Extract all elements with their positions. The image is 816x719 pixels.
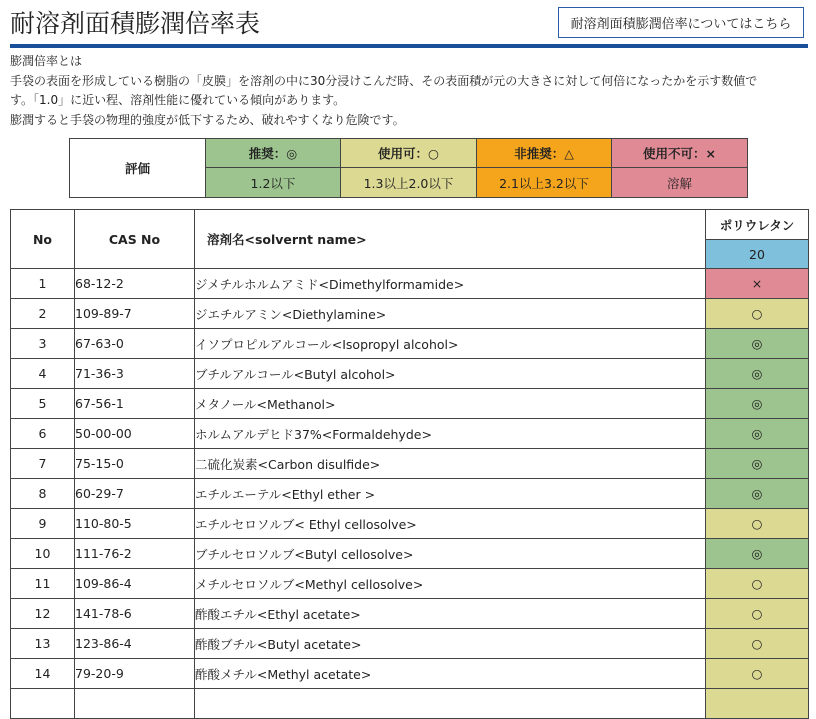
row-solvent-name: イソプロピルアルコール<Isopropyl alcohol> [195,329,706,359]
description [10,52,810,130]
legend-usable-range: 1.3以上2.0以下 [341,168,477,198]
table-row [11,689,809,719]
table-row [11,299,809,329]
rating-legend [69,138,748,198]
table-row [11,389,809,419]
column-header-no: No [11,210,75,269]
row-solvent-name [195,689,706,719]
row-no [11,689,75,719]
table-row [11,569,809,599]
row-cas-number: 50-00-00 [75,419,195,449]
table-row [11,509,809,539]
row-rating: ○ [706,509,809,539]
row-cas-number: 67-56-1 [75,389,195,419]
row-cas-number: 75-15-0 [75,449,195,479]
row-rating: ◎ [706,359,809,389]
row-no: 1 [11,269,75,299]
row-no: 11 [11,569,75,599]
legend-label: 評価 [70,139,206,198]
description-text: す。「1.0」に近い程、溶剤性能に優れている傾向があります。 [10,93,346,107]
table-row [11,629,809,659]
legend-recommended-range: 1.2以下 [206,168,341,198]
table-row [11,659,809,689]
row-rating: ◎ [706,449,809,479]
row-rating: ◎ [706,539,809,569]
row-no: 8 [11,479,75,509]
row-rating: ◎ [706,329,809,359]
legend-usable-title: 使用可：○ [341,139,477,168]
swelling-info-link[interactable]: 耐溶剤面積膨潤倍率についてはこちら [558,7,804,38]
row-cas-number: 110-80-5 [75,509,195,539]
row-no: 10 [11,539,75,569]
row-solvent-name: ジメチルホルムアミド<Dimethylformamide> [195,269,706,299]
legend-unusable-range: 溶解 [612,168,748,198]
row-solvent-name: 酢酸ブチル<Butyl acetate> [195,629,706,659]
row-no: 6 [11,419,75,449]
row-rating: ○ [706,299,809,329]
row-cas-number: 141-78-6 [75,599,195,629]
row-rating: × [706,269,809,299]
row-solvent-name: メチルセロソルブ<Methyl cellosolve> [195,569,706,599]
row-rating: ◎ [706,419,809,449]
row-cas-number: 71-36-3 [75,359,195,389]
table-row [11,479,809,509]
row-cas-number: 109-89-7 [75,299,195,329]
row-rating: ○ [706,629,809,659]
swelling-table [10,209,809,719]
row-solvent-name: ジエチルアミン<Diethylamine> [195,299,706,329]
row-no: 13 [11,629,75,659]
row-cas-number: 123-86-4 [75,629,195,659]
row-solvent-name: ブチルアルコール<Butyl alcohol> [195,359,706,389]
row-solvent-name: エチルエーテル<Ethyl ether > [195,479,706,509]
row-rating: ○ [706,659,809,689]
material-code: 20 [706,240,809,269]
table-row [11,329,809,359]
row-rating [706,689,809,719]
row-solvent-name: メタノール<Methanol> [195,389,706,419]
legend-not-recommended-range: 2.1以上3.2以下 [477,168,612,198]
table-row [11,599,809,629]
legend-recommended-title: 推奨：◎ [206,139,341,168]
row-cas-number: 68-12-2 [75,269,195,299]
row-cas-number: 109-86-4 [75,569,195,599]
column-header-cas: CAS No [75,210,195,269]
legend-not-recommended-title: 非推奨：△ [477,139,612,168]
row-no: 9 [11,509,75,539]
column-header-material: ポリウレタン [706,210,809,240]
row-cas-number [75,689,195,719]
row-solvent-name: 二硫化炭素<Carbon disulfide> [195,449,706,479]
row-rating: ○ [706,569,809,599]
row-no: 12 [11,599,75,629]
row-no: 5 [11,389,75,419]
description-warning: 膨潤すると手袋の物理的強度が低下するため、破れやすくなり危険です。 [10,112,405,127]
column-header-solvent: 溶剤名<solvernt name> [195,210,706,269]
row-cas-number: 60-29-7 [75,479,195,509]
row-rating: ◎ [706,389,809,419]
row-solvent-name: ブチルセロソルブ<Butyl cellosolve> [195,539,706,569]
row-cas-number: 79-20-9 [75,659,195,689]
row-solvent-name: ホルムアルデヒド37%<Formaldehyde> [195,419,706,449]
row-cas-number: 111-76-2 [75,539,195,569]
row-solvent-name: 酢酸メチル<Methyl acetate> [195,659,706,689]
row-no: 14 [11,659,75,689]
row-cas-number: 67-63-0 [75,329,195,359]
table-row [11,449,809,479]
table-row [11,539,809,569]
row-solvent-name: 酢酸エチル<Ethyl acetate> [195,599,706,629]
description-text: 手袋の表面を形成している樹脂の「皮膜」を溶剤の中に30分浸けこんだ時、その表面積が元の大きさに対して何倍になったかを示す数値で [10,73,758,88]
legend-unusable-title: 使用不可：× [612,139,748,168]
row-no: 2 [11,299,75,329]
description-heading: 膨潤倍率とは [10,54,83,68]
table-row [11,359,809,389]
page-title: 耐溶剤面積膨潤倍率表 [10,9,261,38]
row-no: 3 [11,329,75,359]
row-no: 7 [11,449,75,479]
row-rating: ◎ [706,479,809,509]
table-row [11,269,809,299]
table-row [11,419,809,449]
row-solvent-name: エチルセロソルブ< Ethyl cellosolve> [195,509,706,539]
title-divider [10,44,808,48]
row-rating: ○ [706,599,809,629]
row-no: 4 [11,359,75,389]
